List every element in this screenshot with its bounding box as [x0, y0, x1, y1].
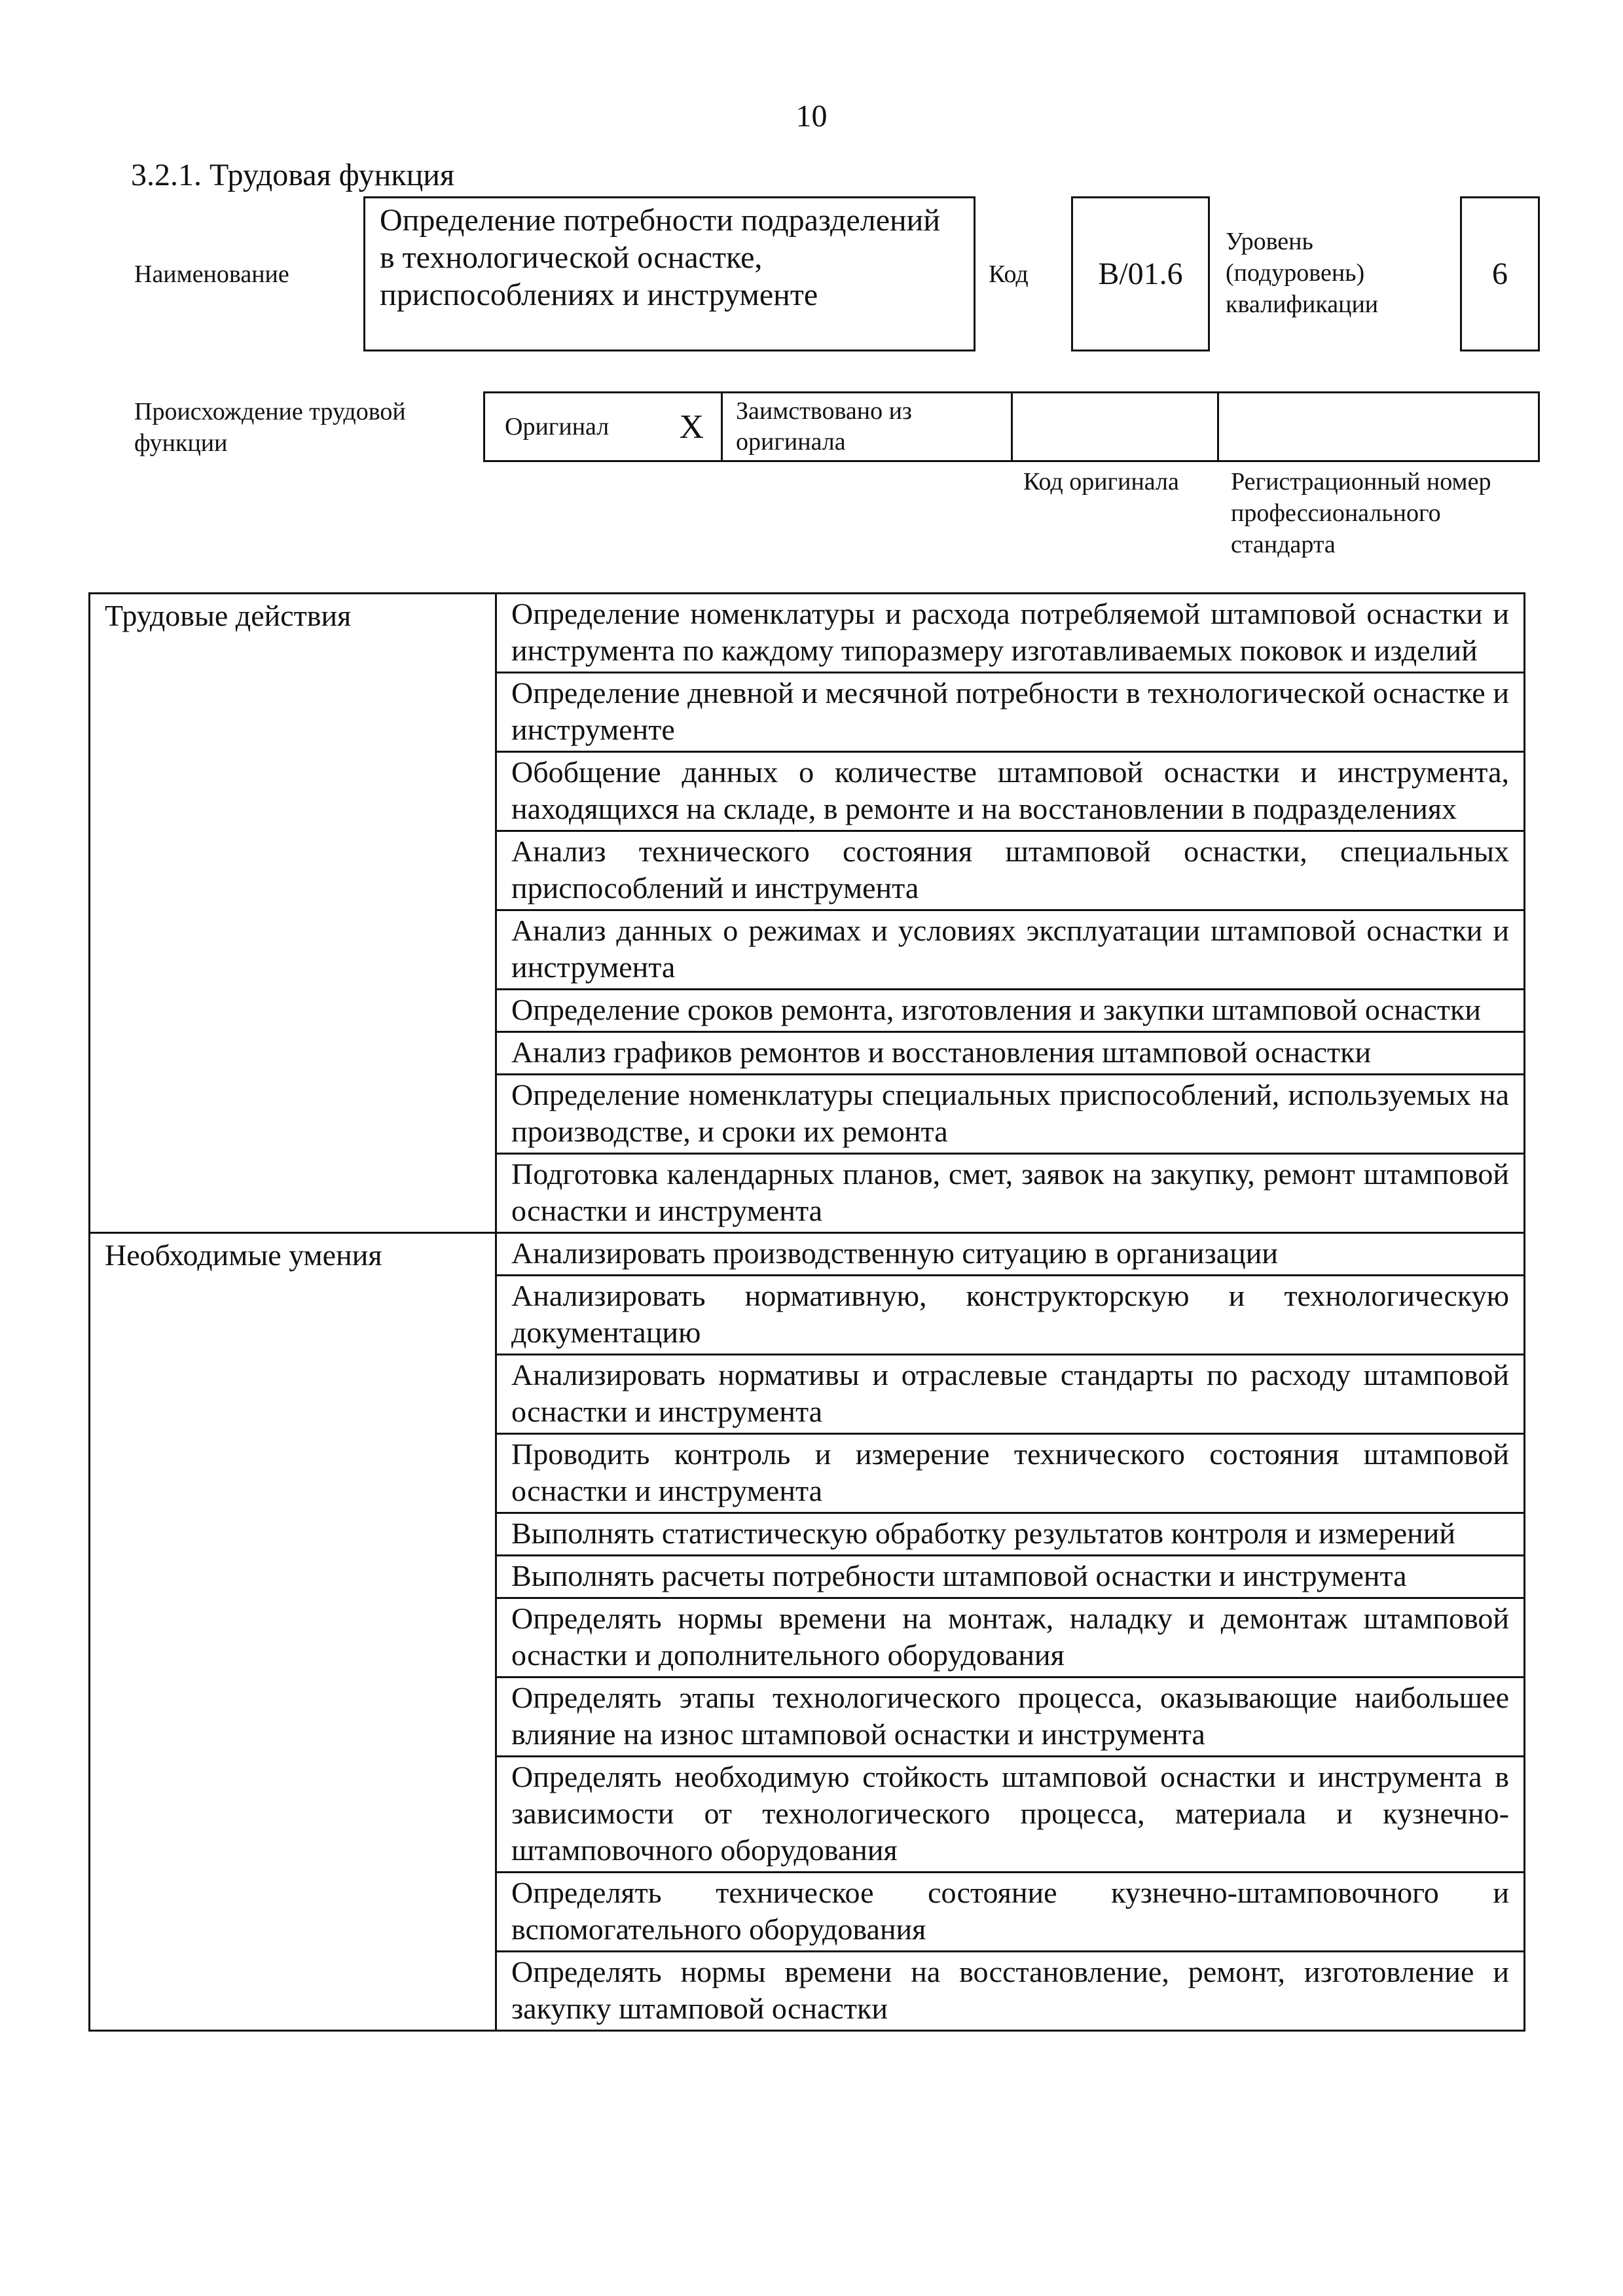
- code-label: Код: [989, 260, 1029, 288]
- function-name-box: Определение потребности подразделений в технологической оснастке, приспособлениях и инструменте: [363, 196, 976, 351]
- labor-action-item: Определение номенклатуры и расхода потребляемой штамповой оснастки и инструмента по каждому типоразмеру изготавливаемых поковок и изделий: [496, 594, 1525, 673]
- labor-actions-heading: Трудовые действия: [90, 594, 496, 1233]
- original-code-caption: Код оригинала: [1023, 468, 1179, 495]
- original-label: Оригинал: [505, 413, 610, 440]
- section-title: 3.2.1. Трудовая функция: [131, 158, 455, 192]
- original-code-cell: [1013, 393, 1219, 460]
- labor-action-item: Подготовка календарных планов, смет, заявок на закупку, ремонт штамповой оснастки и инструмента: [496, 1154, 1525, 1233]
- skill-item: Определять нормы времени на монтаж, наладку и демонтаж штамповой оснастки и дополнительного оборудования: [496, 1598, 1525, 1677]
- labor-action-item: Анализ технического состояния штамповой оснастки, специальных приспособлений и инструмента: [496, 831, 1525, 910]
- original-mark: X: [679, 408, 704, 446]
- skill-item: Определять этапы технологического процесса, оказывающие наибольшее влияние на износ штамповой оснастки и инструмента: [496, 1677, 1525, 1757]
- reg-number-cell: [1219, 393, 1538, 460]
- table-row: [90, 594, 1525, 673]
- skill-item: Анализировать нормативы и отраслевые стандарты по расходу штамповой оснастки и инструмента: [496, 1355, 1525, 1434]
- labor-action-item: Анализ графиков ремонтов и восстановления штамповой оснастки: [496, 1032, 1525, 1075]
- skill-item: Проводить контроль и измерение технического состояния штамповой оснастки и инструмента: [496, 1434, 1525, 1513]
- reg-number-caption: Регистрационный номер профессионального стандарта: [1231, 468, 1491, 558]
- table-row: [90, 1233, 1525, 1276]
- skill-item: Выполнять статистическую обработку результатов контроля и измерений: [496, 1513, 1525, 1556]
- labor-action-item: Анализ данных о режимах и условиях эксплуатации штамповой оснастки и инструмента: [496, 910, 1525, 990]
- labor-action-item: Определение сроков ремонта, изготовления и закупки штамповой оснастки: [496, 990, 1525, 1032]
- labor-action-item: Обобщение данных о количестве штамповой оснастки и инструмента, находящихся на складе, в ремонте и на восстановлении в подразделениях: [496, 752, 1525, 831]
- code-value-box: [1071, 196, 1210, 351]
- labor-action-item: Определение номенклатуры специальных приспособлений, используемых на производстве, и сроки их ремонта: [496, 1075, 1525, 1154]
- code-value: В/01.6: [1098, 257, 1183, 291]
- origin-row: [483, 391, 1540, 462]
- borrowed-label: Заимствовано из оригинала: [723, 393, 1013, 460]
- skill-item: Анализировать нормативную, конструкторскую и технологическую документацию: [496, 1276, 1525, 1355]
- skills-heading: Необходимые умения: [90, 1233, 496, 2031]
- origin-original-cell: [485, 393, 723, 460]
- skill-item: Определять необходимую стойкость штамповой оснастки и инструмента в зависимости от технологического процесса, материала и кузнечно-штамповочного оборудования: [496, 1757, 1525, 1873]
- skill-item: Определять техническое состояние кузнечно-штамповочного и вспомогательного оборудования: [496, 1873, 1525, 1952]
- level-value-box: [1460, 196, 1540, 351]
- labor-function-table: [88, 592, 1525, 2032]
- level-label: Уровень (подуровень) квалификации: [1226, 228, 1379, 318]
- skill-item: Определять нормы времени на восстановление, ремонт, изготовление и закупку штамповой оснастки: [496, 1952, 1525, 2031]
- name-label: Наименование: [134, 260, 289, 288]
- origin-label: Происхождение трудовой функции: [134, 398, 406, 457]
- level-value: 6: [1492, 257, 1508, 291]
- skill-item: Анализировать производственную ситуацию в организации: [496, 1233, 1525, 1276]
- labor-action-item: Определение дневной и месячной потребности в технологической оснастке и инструменте: [496, 673, 1525, 752]
- skill-item: Выполнять расчеты потребности штамповой оснастки и инструмента: [496, 1556, 1525, 1598]
- page-number: 10: [795, 99, 828, 134]
